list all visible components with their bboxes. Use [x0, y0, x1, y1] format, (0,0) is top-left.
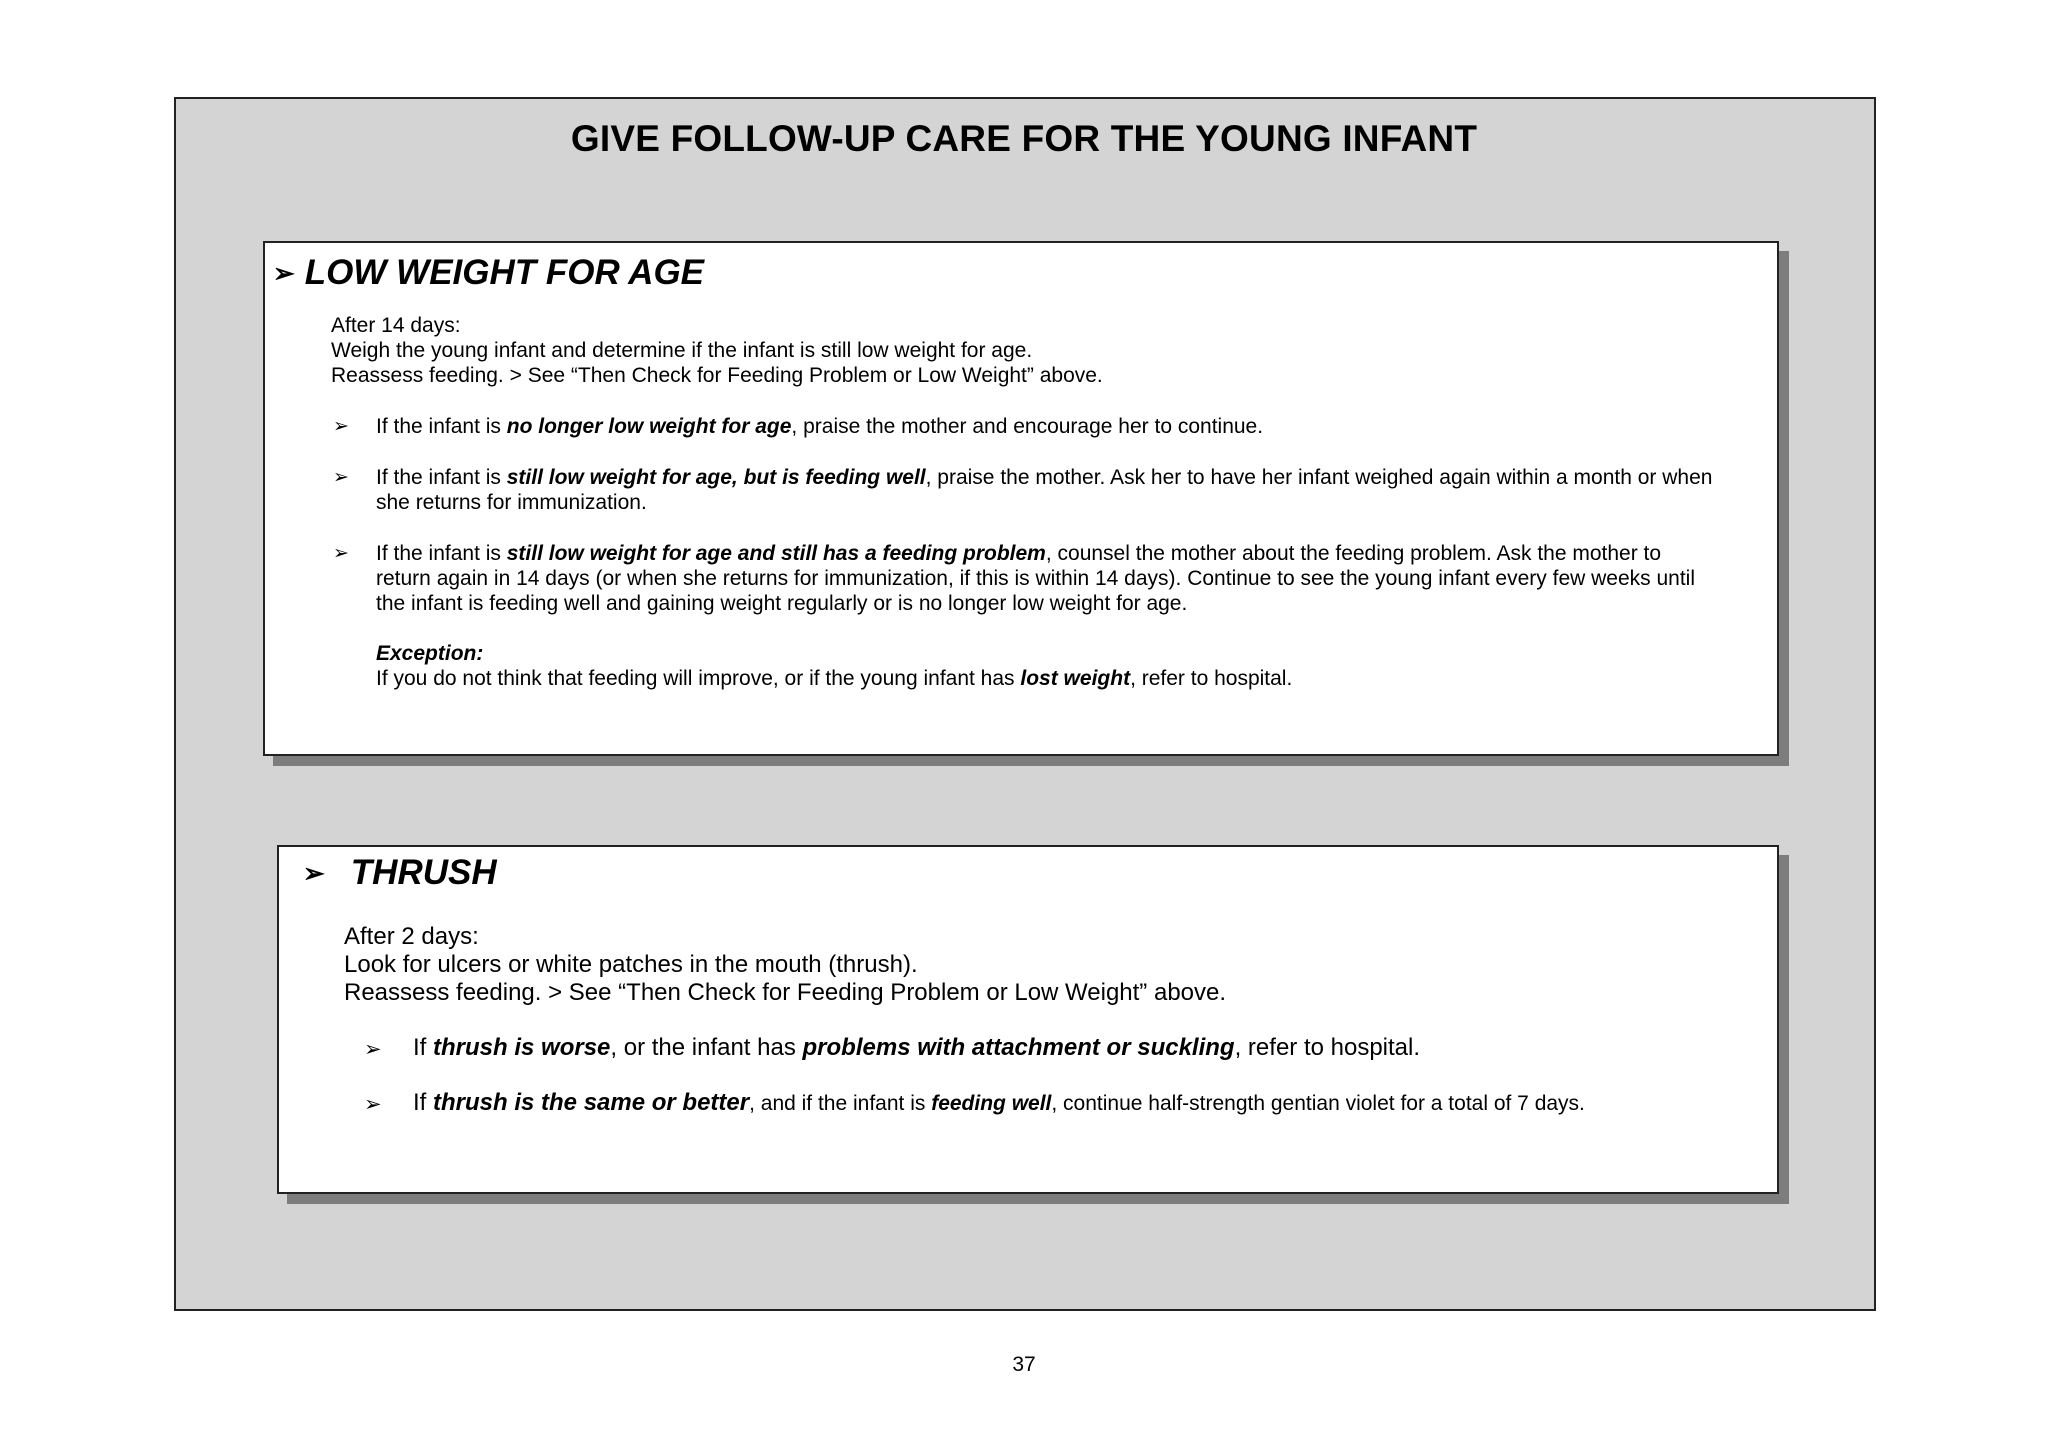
- low-weight-item: If the infant is still low weight for age and still has a feeding problem, counsel the mother about the feeding problem. Ask the mother to return again in 14 days (or when she returns for immunization, if this is within 14 days). Continue to see the young infant every few weeks until the infant is feeding well and gaining weight regularly or is no longer low weight for age.: [376, 542, 1696, 615]
- low-weight-heading: [273, 253, 704, 293]
- low-weight-intro-line: After 14 days:: [331, 314, 461, 337]
- low-weight-item: If the infant is no longer low weight for age, praise the mother and encourage her to continue.: [376, 415, 1264, 438]
- emphasis-text: still low weight for age and still has a feeding problem: [506, 542, 1046, 565]
- low-weight-intro-line: Reassess feeding. > See “Then Check for Feeding Problem or Low Weight” above.: [331, 364, 1103, 387]
- thrush-heading: [303, 853, 497, 893]
- arrow-bullet-icon: ➢: [364, 1093, 382, 1116]
- exception-text: If you do not think that feeding will improve, or if the young infant has lost weight, refer to hospital.: [376, 667, 1293, 690]
- thrush-heading-text: THRUSH: [350, 853, 497, 892]
- page-title: GIVE FOLLOW-UP CARE FOR THE YOUNG INFANT: [570, 118, 1478, 159]
- emphasis-text: feeding well: [931, 1092, 1052, 1115]
- low-weight-panel: [263, 241, 1779, 756]
- arrow-bullet-icon: ➢: [273, 258, 295, 288]
- arrow-bullet-icon: ➢: [364, 1038, 382, 1061]
- thrush-item: If thrush is the same or better, and if the infant is feeding well, continue half-strength gentian violet for a total of 7 days.: [413, 1089, 1585, 1116]
- low-weight-intro-line: Weigh the young infant and determine if the infant is still low weight for age.: [331, 339, 1033, 362]
- arrow-bullet-icon: ➢: [333, 467, 349, 488]
- page-number: 37: [1012, 1353, 1036, 1376]
- emphasis-text: lost weight: [1020, 667, 1131, 690]
- low-weight-heading-text: LOW WEIGHT FOR AGE: [304, 253, 705, 292]
- arrow-bullet-icon: ➢: [333, 543, 349, 564]
- thrush-intro-line: Reassess feeding. > See “Then Check for Feeding Problem or Low Weight” above.: [344, 979, 1227, 1006]
- arrow-bullet-icon: ➢: [303, 858, 325, 888]
- arrow-bullet-icon: ➢: [333, 416, 349, 437]
- low-weight-item: If the infant is still low weight for age, but is feeding well, praise the mother. Ask her to have her infant weighed again within a month or when she returns for immunization.: [376, 466, 1713, 514]
- emphasis-text: problems with attachment or suckling: [802, 1034, 1235, 1061]
- exception-label: Exception:: [376, 642, 484, 665]
- emphasis-text: thrush is worse: [433, 1034, 611, 1061]
- emphasis-text: still low weight for age, but is feeding well: [506, 466, 926, 489]
- thrush-panel: [277, 845, 1779, 1194]
- thrush-intro-line: After 2 days:: [344, 923, 479, 950]
- emphasis-text: thrush is the same or better: [433, 1089, 750, 1116]
- emphasis-text: no longer low weight for age: [506, 415, 792, 438]
- thrush-intro-line: Look for ulcers or white patches in the mouth (thrush).: [344, 951, 918, 978]
- thrush-item: If thrush is worse, or the infant has problems with attachment or suckling, refer to hospital.: [413, 1034, 1421, 1061]
